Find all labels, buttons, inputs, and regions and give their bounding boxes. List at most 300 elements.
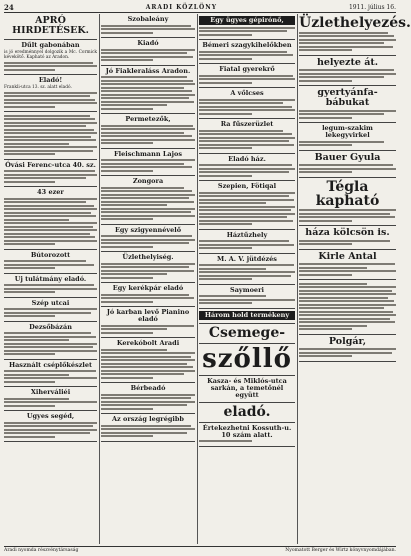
text-line <box>199 34 252 36</box>
ad-body-text <box>4 62 97 71</box>
ad-body-text <box>299 209 396 222</box>
ad-headline: Szobaleány <box>127 15 169 23</box>
text-line <box>101 190 192 192</box>
text-line <box>4 212 91 214</box>
column-3 <box>199 14 295 544</box>
text-line <box>4 370 96 372</box>
text-line <box>199 275 291 277</box>
text-line <box>4 106 55 108</box>
text-line <box>299 144 352 146</box>
text-line <box>101 394 195 396</box>
text-line <box>199 140 289 142</box>
text-line <box>101 301 153 303</box>
text-line <box>199 295 266 297</box>
ad-body-text <box>4 284 97 293</box>
classified-ad <box>101 307 195 338</box>
classified-ad <box>101 225 195 253</box>
text-line <box>199 244 294 246</box>
text-line <box>101 397 191 399</box>
text-line <box>199 164 292 166</box>
classified-ad <box>199 309 295 324</box>
text-line <box>101 366 193 368</box>
classified-ad <box>101 38 195 66</box>
page-header <box>4 2 396 13</box>
text-line <box>199 302 252 304</box>
text-line <box>4 339 69 341</box>
classified-ad <box>4 387 97 411</box>
text-line <box>4 222 97 224</box>
text-line <box>4 425 93 427</box>
text-line <box>199 109 295 111</box>
text-line <box>101 428 195 430</box>
text-line <box>199 106 292 108</box>
text-line <box>101 356 191 358</box>
classified-ad <box>299 335 396 362</box>
text-line <box>4 132 97 134</box>
text-line <box>101 128 195 130</box>
classified-ad <box>4 160 97 188</box>
classified-ad <box>299 56 396 87</box>
ad-body-text <box>299 348 396 357</box>
classified-ad <box>299 123 396 151</box>
text-line <box>4 102 97 104</box>
text-line <box>299 39 396 41</box>
ad-headline: Zongora <box>132 177 164 185</box>
text-line <box>299 73 396 75</box>
classified-ad <box>299 280 396 335</box>
classified-ad <box>199 344 295 376</box>
ad-headline: Jó karban levő Pianino eladó <box>106 308 190 323</box>
classified-ad <box>4 40 97 75</box>
text-line <box>4 181 55 183</box>
text-line <box>101 108 153 110</box>
text-line <box>199 216 287 218</box>
ad-body-text <box>101 76 195 110</box>
text-line <box>4 264 94 266</box>
ad-headline: Dűlt gabonában <box>21 41 80 49</box>
text-line <box>199 147 252 149</box>
text-line <box>101 132 184 134</box>
ad-headline: Jó Fiakleraláss Aradon. <box>105 66 191 75</box>
text-line <box>299 297 388 299</box>
classified-ad <box>4 187 97 250</box>
text-line <box>4 374 69 376</box>
text-line <box>4 153 55 155</box>
ad-headline: Bémeri szagykihelőkben <box>202 41 292 49</box>
text-line <box>4 240 97 242</box>
text-line <box>199 202 266 204</box>
text-line <box>4 343 97 345</box>
ad-body: Frankli-utca 13. sz. alatt eladó. <box>4 85 72 91</box>
text-line <box>199 113 252 115</box>
text-line <box>199 58 252 60</box>
text-line <box>299 76 384 78</box>
text-line <box>299 304 396 306</box>
text-line <box>199 440 252 442</box>
text-line <box>4 150 93 152</box>
ad-headline: háza kölcsön is. <box>305 227 390 238</box>
text-line <box>4 69 55 71</box>
text-line <box>199 278 252 280</box>
page-footer <box>4 546 396 556</box>
text-line <box>299 35 394 37</box>
text-line <box>101 273 167 275</box>
text-line <box>199 78 295 80</box>
ad-headline: Ra fűszerüzlet <box>220 120 274 128</box>
ad-body-text <box>4 170 97 183</box>
text-line <box>299 171 352 173</box>
text-line <box>101 104 167 106</box>
ad-body-text <box>4 198 97 246</box>
text-line <box>4 243 55 245</box>
ad-body-text <box>4 92 97 108</box>
classified-ad <box>4 322 97 360</box>
text-line <box>4 198 97 200</box>
text-line <box>4 146 97 148</box>
text-line <box>299 300 394 302</box>
text-line <box>299 32 388 34</box>
ad-headline: legum-szakim lekegyvirkel <box>322 124 373 139</box>
ad-body-text <box>4 332 97 355</box>
column-rule <box>297 14 298 544</box>
ad-headline: Eladó! <box>38 76 63 85</box>
text-line <box>199 27 295 29</box>
text-line <box>101 404 187 406</box>
ad-headline: Üzlethelyezés. <box>299 15 411 31</box>
ad-body-text <box>199 130 295 150</box>
classified-ad <box>101 66 195 115</box>
ad-body-text <box>101 49 195 62</box>
column-2 <box>101 14 195 544</box>
text-line <box>299 164 393 166</box>
text-line <box>299 290 392 292</box>
classified-ad <box>199 88 295 119</box>
text-line <box>299 321 395 323</box>
text-line <box>101 142 153 144</box>
column-1 <box>4 14 97 544</box>
text-line <box>101 56 193 58</box>
text-line <box>299 141 384 143</box>
text-line <box>199 75 293 77</box>
text-line <box>4 229 97 231</box>
text-line <box>4 422 97 424</box>
text-line <box>4 308 97 310</box>
text-line <box>299 274 352 276</box>
text-line <box>101 263 195 265</box>
text-line <box>101 28 195 30</box>
text-line <box>199 51 287 53</box>
text-line <box>299 80 352 82</box>
text-line <box>101 266 189 268</box>
classified-ad <box>4 274 97 298</box>
newspaper-title: ARADI KÖZLÖNY <box>145 3 217 11</box>
ad-body-text <box>101 125 195 145</box>
text-line <box>299 307 384 309</box>
text-line <box>299 240 390 242</box>
ad-body-text <box>4 422 97 438</box>
text-line <box>101 242 189 244</box>
text-line <box>4 346 93 348</box>
ad-body-text <box>199 192 295 226</box>
text-line <box>4 226 93 228</box>
text-line <box>101 328 167 330</box>
text-line <box>299 328 352 330</box>
text-line <box>101 208 195 210</box>
text-line <box>199 192 295 194</box>
classified-ad <box>299 151 396 178</box>
text-line <box>299 168 396 170</box>
text-line <box>101 373 184 375</box>
text-line <box>4 315 55 317</box>
ad-body-text <box>299 69 396 82</box>
text-line <box>101 83 195 85</box>
text-line <box>4 353 55 355</box>
text-line <box>4 284 94 286</box>
text-line <box>299 49 352 51</box>
text-line <box>199 30 287 32</box>
column-4 <box>299 14 411 544</box>
text-line <box>4 260 86 262</box>
text-line <box>299 325 367 327</box>
ad-headline: Egy ügyes gépirónő, <box>199 16 295 25</box>
ad-headline: M. A. V. jütdézés <box>217 254 277 263</box>
text-line <box>199 223 252 225</box>
ad-headline: Bauer Gyula <box>314 151 381 163</box>
ad-headline: Eladó ház. <box>228 154 266 163</box>
classified-ad <box>4 112 97 160</box>
classified-ad <box>299 250 396 281</box>
ad-body-text <box>299 263 396 276</box>
ad-body-text <box>199 164 295 177</box>
text-line <box>4 125 86 127</box>
text-line <box>101 201 194 203</box>
classified-ad <box>199 64 295 88</box>
text-line <box>101 211 191 213</box>
text-line <box>4 233 90 235</box>
text-line <box>199 133 292 135</box>
ad-headline: Kirle Antal <box>318 250 377 262</box>
classified-ad <box>101 176 195 225</box>
classified-ad <box>299 14 411 56</box>
ad-body-text <box>101 349 195 379</box>
classified-ad <box>199 254 295 285</box>
text-line <box>101 170 153 172</box>
text-line <box>101 401 195 403</box>
text-line <box>101 297 194 299</box>
ad-body-text <box>299 283 396 331</box>
text-line <box>101 166 192 168</box>
text-line <box>101 87 184 89</box>
ad-headline: Dezsőbázán <box>29 322 72 331</box>
text-line <box>199 220 293 222</box>
classified-ad <box>199 154 295 182</box>
ad-headline: Fleischmann Lajos <box>114 149 182 158</box>
ad-headline: APRÓ HIRDETÉSEK. <box>12 15 89 36</box>
ad-body-text <box>4 260 97 269</box>
text-line <box>299 267 367 269</box>
text-line <box>4 201 86 203</box>
text-line <box>199 175 252 177</box>
text-line <box>101 239 195 241</box>
ad-body-text <box>199 295 295 304</box>
text-line <box>101 76 187 78</box>
classified-ad <box>199 14 295 40</box>
text-line <box>101 246 153 248</box>
text-line <box>101 408 153 410</box>
text-line <box>199 209 291 211</box>
ad-headline: A vőlcses <box>230 89 264 97</box>
text-line <box>299 113 384 115</box>
text-line <box>299 69 394 71</box>
text-line <box>199 264 294 266</box>
ad-headline: Egy kerékpár eladó <box>112 284 184 292</box>
classified-ad <box>101 383 195 414</box>
classified-ad <box>101 149 195 177</box>
text-line <box>4 115 90 117</box>
footer-right: Nyomatott Berger és Wirtz könyvnyomdájában. <box>285 548 396 553</box>
text-line <box>4 143 69 145</box>
text-line <box>101 432 187 434</box>
ad-headline: eladó. <box>223 403 271 420</box>
text-line <box>101 359 195 361</box>
text-line <box>199 102 283 104</box>
text-line <box>4 401 97 403</box>
text-line <box>199 54 293 56</box>
text-line <box>101 235 192 237</box>
classified-ad <box>4 411 97 442</box>
ad-headline: Szepien, Fötiqal <box>217 182 277 190</box>
classified-ad <box>101 414 195 442</box>
text-line <box>101 204 167 206</box>
ad-body-text <box>199 51 295 60</box>
ad-body-text <box>299 32 396 52</box>
ad-headline: Tégla kapható <box>315 178 380 209</box>
text-line <box>4 122 97 124</box>
footer-left: Aradi nyomda részvénytársaság <box>4 548 79 553</box>
text-line <box>299 220 352 222</box>
text-line <box>199 271 295 273</box>
text-line <box>4 332 91 334</box>
text-line <box>4 136 91 138</box>
classified-ad <box>199 376 295 403</box>
text-line <box>199 130 283 132</box>
text-line <box>4 219 69 221</box>
ad-body-text <box>299 110 396 119</box>
text-line <box>199 82 252 84</box>
ad-body-text <box>101 263 195 279</box>
text-line <box>199 240 289 242</box>
ad-body-text <box>101 187 195 221</box>
ad-headline: Polgár, <box>328 335 367 347</box>
text-line <box>4 62 93 64</box>
text-line <box>101 197 189 199</box>
text-line <box>4 381 55 383</box>
text-line <box>4 336 96 338</box>
ad-headline: Saymoeri <box>230 285 264 294</box>
ad-body-text <box>199 75 295 84</box>
text-line <box>299 348 396 350</box>
ad-body-text <box>101 325 195 334</box>
text-line <box>199 144 294 146</box>
text-line <box>101 97 189 99</box>
classified-ad <box>4 14 97 40</box>
ad-body-text <box>4 308 97 317</box>
ad-headline: gyertyánfa-bábukat <box>317 87 378 108</box>
text-line <box>299 117 352 119</box>
ad-body-text <box>101 159 195 172</box>
ad-headline: Csemege- <box>208 324 286 341</box>
text-line <box>101 80 193 82</box>
text-line <box>101 101 194 103</box>
text-line <box>101 94 195 96</box>
ad-headline: Permetezők, <box>125 115 171 123</box>
ad-headline: Használt cséplőkészlet <box>8 360 93 369</box>
text-line <box>101 49 195 51</box>
text-line <box>101 90 192 92</box>
column-rule <box>99 14 100 544</box>
ad-headline: Ugyes segéd, <box>26 412 75 421</box>
classified-ad <box>199 403 295 423</box>
classified-ad <box>199 324 295 344</box>
ad-headline: Bútorozott <box>30 250 71 259</box>
text-line <box>299 314 396 316</box>
text-line <box>101 59 153 61</box>
text-line <box>199 199 294 201</box>
text-line <box>101 32 153 34</box>
text-line <box>101 325 194 327</box>
text-line <box>199 213 295 215</box>
ad-body-text <box>199 99 295 115</box>
text-line <box>299 46 393 48</box>
text-line <box>101 425 191 427</box>
ad-body-text <box>299 164 396 173</box>
text-line <box>4 65 97 67</box>
ad-headline: Egy szigyennévelő <box>114 225 182 234</box>
classified-ad <box>4 75 97 112</box>
ad-body-text <box>4 115 97 156</box>
text-line <box>299 311 393 313</box>
ad-headline: Kerekóbolt Aradi <box>116 339 180 347</box>
classified-ad <box>101 338 195 383</box>
ad-body-text <box>101 25 195 34</box>
text-line <box>101 270 194 272</box>
text-line <box>101 435 153 437</box>
text-line <box>299 263 395 265</box>
text-line <box>101 215 195 217</box>
text-line <box>199 99 295 101</box>
text-line <box>4 350 97 352</box>
text-line <box>299 270 396 272</box>
text-line <box>101 163 184 165</box>
text-line <box>199 206 295 208</box>
text-line <box>299 213 390 215</box>
classified-ad <box>199 285 295 309</box>
text-line <box>299 352 392 354</box>
text-line <box>4 236 95 238</box>
text-line <box>299 318 390 320</box>
text-line <box>4 436 55 438</box>
ad-headline: 43 ezer <box>37 188 64 197</box>
text-line <box>101 332 153 334</box>
ad-body-text <box>199 240 295 249</box>
text-line <box>101 349 167 351</box>
text-line <box>4 129 94 131</box>
text-line <box>4 205 94 207</box>
classified-ad <box>199 230 295 254</box>
ad-headline: Értekezhetni Kossuth-u. 10 szám alatt. <box>202 423 292 439</box>
text-line <box>4 429 97 431</box>
text-line <box>4 118 95 120</box>
